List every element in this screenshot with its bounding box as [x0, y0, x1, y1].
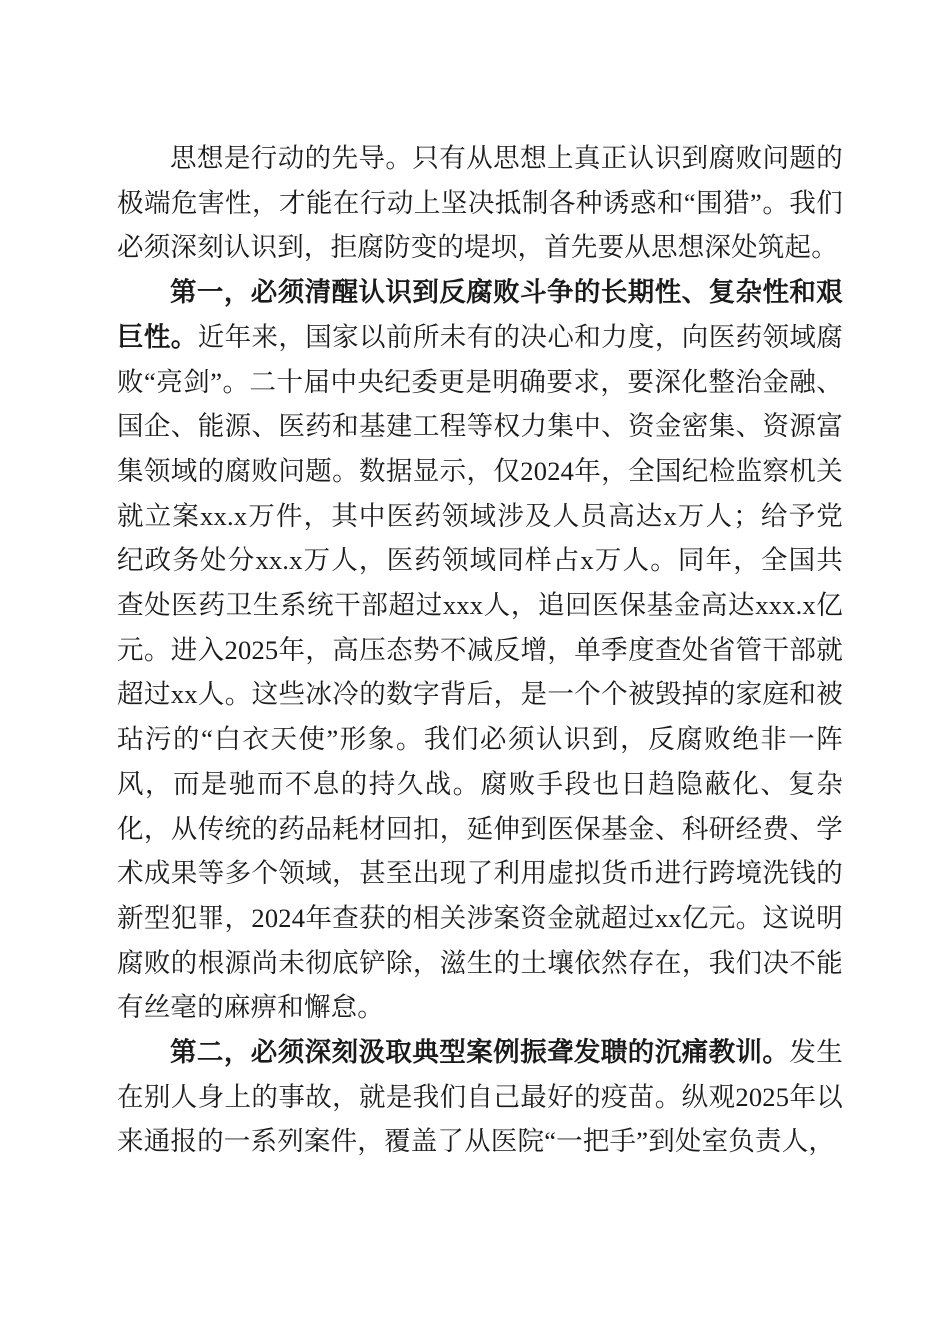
paragraph-first-point	[117, 270, 843, 1030]
paragraph-first-point-text: 近年来，国家以前所未有的决心和力度，向医药领域腐败“亮剑”。二十届中央纪委更是明确要求，要深化整治金融、国企、能源、医药和基建工程等权力集中、资金密集、资源富集领域的腐败问题。数据显示，仅2024年，全国纪检监察机关就立案xx.x万件，其中医药领域涉及人员高达x万人；给予党纪政务处分xx.x万人，医药领域同样占x万人。同年，全国共查处医药卫生系统干部超过xxx人，追回医保基金高达xxx.x亿元。进入2025年，高压态势不减反增，单季度查处省管干部就超过xx人。这些冰冷的数字背后，是一个个被毁掉的家庭和被玷污的“白衣天使”形象。我们必须认识到，反腐败绝非一阵风，而是驰而不息的持久战。腐败手段也日趋隐蔽化、复杂化，从传统的药品耗材回扣，延伸到医保基金、科研经费、学术成果等多个领域，甚至出现了利用虚拟货币进行跨境洗钱的新型犯罪，2024年查获的相关涉案资金就超过xx亿元。这说明腐败的根源尚未彻底铲除，滋生的土壤依然存在，我们决不能有丝毫的麻痹和懈怠。	[117, 321, 843, 1023]
paragraph-second-point-text: 发生在别人身上的事故，就是我们自己最好的疫苗。纵观2025年以来通报的一系列案件，覆盖了从医院“一把手”到处室负责人，	[117, 1037, 843, 1157]
paragraph-intro-text: 思想是行动的先导。只有从思想上真正认识到腐败问题的极端危害性，才能在行动上坚决抵制各种诱惑和“围猎”。我们必须深刻认识到，拒腐防变的堤坝，首先要从思想深处筑起。	[117, 143, 843, 263]
paragraph-second-point-emphasis: 第二，必须深刻汲取典型案例振聋发聩的沉痛教训。	[170, 1037, 790, 1068]
paragraph-intro	[117, 136, 843, 270]
paragraph-second-point	[117, 1030, 843, 1164]
paragraph-first-point-emphasis: 第一，必须清醒认识到反腐败斗争的长期性、复杂性和艰巨性。	[117, 277, 843, 352]
